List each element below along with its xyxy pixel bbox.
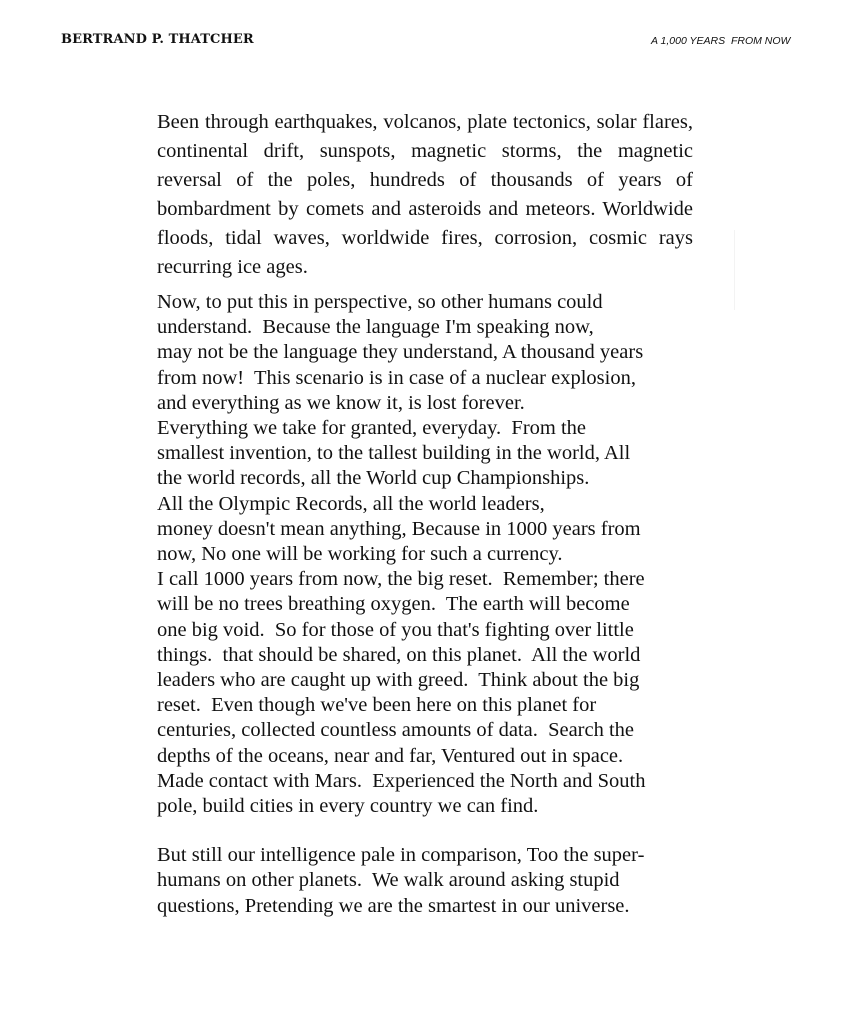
- text-line: But still our intelligence pale in comparison, Too the super-: [157, 844, 645, 867]
- text-line: leaders who are caught up with greed. Think about the big: [157, 669, 640, 692]
- paragraph-spacer: [157, 819, 693, 843]
- text-line: will be no trees breathing oxygen. The earth will become: [157, 593, 630, 616]
- text-line: reset. Even though we've been here on this planet for: [157, 694, 597, 717]
- document-body: [157, 108, 693, 919]
- text-line: humans on other planets. We walk around asking stupid: [157, 869, 620, 892]
- text-line: now, No one will be working for such a currency.: [157, 543, 563, 566]
- paragraph-2: [157, 290, 693, 819]
- faint-divider: [734, 230, 735, 310]
- paragraph-3: [157, 843, 693, 919]
- text-line: money doesn't mean anything, Because in 1000 years from: [157, 517, 641, 540]
- text-line: one big void. So for those of you that's fighting over little: [157, 618, 634, 641]
- text-line: Made contact with Mars. Experienced the North and South: [157, 769, 646, 792]
- text-line: may not be the language they understand, A thousand years: [157, 341, 644, 364]
- text-line: Everything we take for granted, everyday. From the: [157, 417, 587, 440]
- text-line: from now! This scenario is in case of a nuclear explosion,: [157, 366, 636, 389]
- text-line: and everything as we know it, is lost forever.: [157, 391, 525, 414]
- text-line: depths of the oceans, near and far, Ventured out in space.: [157, 744, 624, 767]
- author-name: BERTRAND P. THATCHER: [61, 32, 254, 47]
- text-line: pole, build cities in every country we can find.: [157, 795, 539, 818]
- text-line: All the Olympic Records, all the world leaders,: [157, 492, 545, 515]
- text-line: centuries, collected countless amounts of data. Search the: [157, 719, 635, 742]
- text-line: things. that should be shared, on this planet. All the world: [157, 643, 641, 666]
- text-line: the world records, all the World cup Championships.: [157, 467, 590, 490]
- text-line: questions, Pretending we are the smartest in our universe.: [157, 894, 630, 917]
- document-title: A 1,000 YEARS FROM NOW: [651, 35, 791, 47]
- text-line: Now, to put this in perspective, so other humans could: [157, 291, 603, 313]
- text-line: smallest invention, to the tallest building in the world, All: [157, 442, 631, 465]
- text-line: understand. Because the language I'm speaking now,: [157, 316, 594, 339]
- paragraph-1: Been through earthquakes, volcanos, plate tectonics, solar flares, continental drift, sunspots, magnetic storms, the magnetic reversal of the poles, hundreds of thousands of years of bombardment by comets and asteroids and meteors. Worldwide floods, tidal waves, worldwide fires, corrosion, cosmic rays recurring ice ages.: [157, 111, 693, 278]
- text-line: I call 1000 years from now, the big reset. Remember; there: [157, 568, 645, 591]
